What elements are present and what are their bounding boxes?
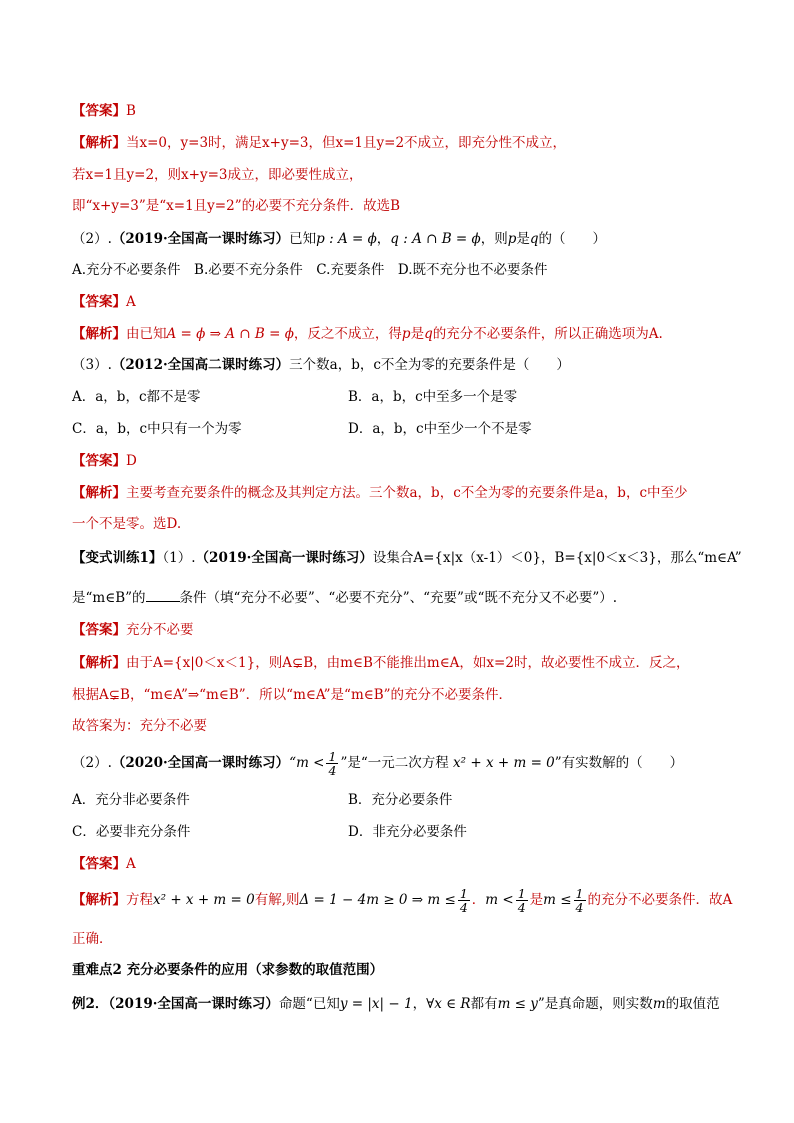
analysis-text: ，反之不成立，得 (293, 326, 402, 342)
math-expression: x² + x + m = 0 (153, 892, 255, 908)
fraction-numerator: 1 (459, 886, 468, 901)
analysis-line (72, 324, 663, 344)
math-expression: p (507, 231, 517, 247)
math-expression: A = ϕ ⇒ A ∩ B = ϕ (166, 326, 294, 342)
question-source: （2019·全国高一课时练习） (108, 996, 279, 1012)
analysis-text: 的充分不必要条件．故A (587, 892, 733, 908)
fraction (516, 887, 528, 914)
option-d: D．非充分必要条件 (348, 824, 467, 840)
stem-text: 的（ ） (538, 231, 607, 247)
analysis-text: 主要考查充要条件的概念及其判定方法。三个数a，b，c不全为零的充要条件是a，b，c中至少 (126, 485, 688, 501)
question-stem (72, 229, 606, 249)
fraction (458, 887, 470, 914)
stem-text: 已知 (289, 231, 317, 247)
math-expression: y = |x| − 1 (339, 996, 413, 1012)
analysis-tag: 【解析】 (72, 892, 126, 908)
analysis-line: 根据A⊊B，“m∈A”⇒“m∈B”．所以“m∈A”是“m∈B”的充分不必要条件． (72, 687, 513, 703)
stem-text: 都有 (470, 996, 498, 1012)
stem-text: 是 (516, 231, 530, 247)
analysis-line (72, 483, 688, 503)
answer-value: A (126, 856, 136, 872)
fraction (574, 887, 586, 914)
answer-line (72, 292, 136, 312)
stem-text: 设集合A={x|x（x-1）＜0}，B={x|0＜x＜3}，那么“m∈A” (372, 550, 742, 566)
conclusion-line: 故答案为：充分不必要 (72, 718, 207, 734)
analysis-text: 是 (410, 326, 425, 342)
answer-line (72, 854, 136, 874)
question-stem-cont (72, 587, 617, 608)
analysis-tag: 【解析】 (72, 326, 126, 342)
answer-value: B (126, 103, 136, 119)
analysis-line: 正确． (72, 931, 113, 947)
stem-text: ， (412, 996, 427, 1012)
option-c: C．必要非充分条件 (72, 824, 191, 840)
question-source: （2020·全国高一课时练习） (111, 755, 290, 771)
analysis-text: 是 (529, 892, 544, 908)
answer-line (72, 451, 137, 471)
math-expression: m ≤ y (497, 996, 538, 1012)
math-expression: p : A = ϕ (316, 231, 377, 247)
math-expression: x² + x + m = 0 (453, 755, 555, 771)
analysis-text: 由于A={x|0＜x＜1}，则A⊊B，由m∈B不能推出m∈A，如x=2时，故必要性不成立．反之， (126, 655, 690, 671)
math-expression: “m < (289, 755, 325, 771)
question-source: （2012·全国高二课时练习） (111, 357, 290, 373)
answer-tag: 【答案】 (72, 856, 126, 872)
math-expression: m < (485, 892, 514, 908)
option-d: D．a，b，c中至少一个不是零 (348, 421, 532, 437)
analysis-text: 由已知 (126, 326, 167, 342)
options-line: A.充分不必要条件 B.必要不充分条件 C.充要条件 D.既不充分也不必要条件 (72, 262, 548, 278)
option-a: A．a，b，c都不是零 (72, 389, 201, 405)
stem-text: ， (376, 231, 391, 247)
math-expression: m (652, 996, 666, 1012)
section-heading: 重难点2 充分必要条件的应用（求参数的取值范围） (72, 962, 384, 978)
example-label: 例2． (72, 996, 109, 1012)
example-stem (72, 994, 720, 1014)
stem-text: ”是真命题，则实数 (537, 996, 653, 1012)
analysis-text: 当x=0，y=3时，满足x+y=3，但x=1且y=2不成立，即充分性不成立， (126, 135, 567, 151)
answer-tag: 【答案】 (72, 622, 126, 638)
math-expression: q (424, 326, 433, 342)
fraction-denominator: 4 (517, 900, 526, 915)
stem-text: ”有实数解的（ ） (554, 755, 684, 771)
answer-line (72, 620, 194, 640)
analysis-tag: 【解析】 (72, 135, 126, 151)
math-expression: m ≤ (543, 892, 572, 908)
option-c: C．a，b，c中只有一个为零 (72, 421, 242, 437)
analysis-line (72, 886, 732, 914)
question-number: （2）. (72, 755, 112, 771)
stem-text: 是“m∈B”的 (72, 590, 146, 606)
analysis-line: 若x=1且y=2，则x+y=3成立，即必要性成立， (72, 167, 363, 183)
math-expression: q : A ∩ B = ϕ (390, 231, 481, 247)
answer-value: A (126, 294, 136, 310)
stem-text: 三个数a，b，c不全为零的充要条件是（ ） (289, 357, 570, 373)
stem-text: 条件（填“充分不必要”、“必要不充分”、“充要”或“既不充分又不必要”）. (179, 590, 618, 606)
fraction-denominator: 4 (328, 763, 337, 778)
fraction-denominator: 4 (575, 900, 584, 915)
math-expression: ∀x ∈ R (426, 996, 471, 1012)
question-number: （2）. (72, 231, 112, 247)
stem-text: 的取值范 (665, 996, 720, 1012)
math-expression: Δ = 1 − 4m ≥ 0 ⇒ m ≤ (299, 892, 456, 908)
question-source: （2019·全国高一课时练习） (195, 550, 373, 566)
question-number: （1）. (162, 550, 196, 566)
question-stem (72, 750, 683, 777)
option-b: B．充分必要条件 (348, 792, 453, 808)
stem-text: ，则 (480, 231, 508, 247)
answer-tag: 【答案】 (72, 294, 126, 310)
fraction-numerator: 1 (575, 886, 584, 901)
analysis-text: 有解,则 (254, 892, 300, 908)
analysis-line: 即“x+y=3”是“x=1且y=2”的必要不充分条件．故选B (72, 198, 401, 214)
analysis-tag: 【解析】 (72, 655, 126, 671)
option-a: A．充分非必要条件 (72, 792, 190, 808)
variant-tag: 【变式训练1】 (72, 550, 163, 566)
question-number: （3）. (72, 357, 112, 373)
answer-line (72, 101, 136, 121)
math-expression: p (401, 326, 411, 342)
stem-text: ”是“一元二次方程 (340, 755, 449, 771)
fraction (326, 750, 338, 777)
stem-text: 命题“已知 (278, 996, 340, 1012)
fraction-denominator: 4 (459, 900, 468, 915)
analysis-line: 一个不是零。选D. (72, 516, 182, 532)
fraction-numerator: 1 (328, 749, 337, 764)
math-expression: q (529, 231, 539, 247)
analysis-text: 方程 (126, 892, 153, 908)
answer-tag: 【答案】 (72, 103, 126, 119)
analysis-tag: 【解析】 (72, 485, 126, 501)
fraction-numerator: 1 (517, 886, 526, 901)
fill-blank (146, 587, 180, 602)
answer-tag: 【答案】 (72, 453, 126, 469)
question-stem (72, 548, 742, 568)
analysis-line (72, 133, 566, 153)
analysis-text: 的充分不必要条件，所以正确选项为A. (432, 326, 663, 342)
analysis-line (72, 653, 689, 673)
question-source: （2019·全国高一课时练习） (111, 231, 290, 247)
analysis-text: ． (471, 892, 486, 908)
option-b: B．a，b，c中至多一个是零 (348, 389, 518, 405)
answer-value: D (126, 453, 137, 469)
question-stem (72, 355, 570, 375)
answer-value: 充分不必要 (126, 622, 194, 638)
